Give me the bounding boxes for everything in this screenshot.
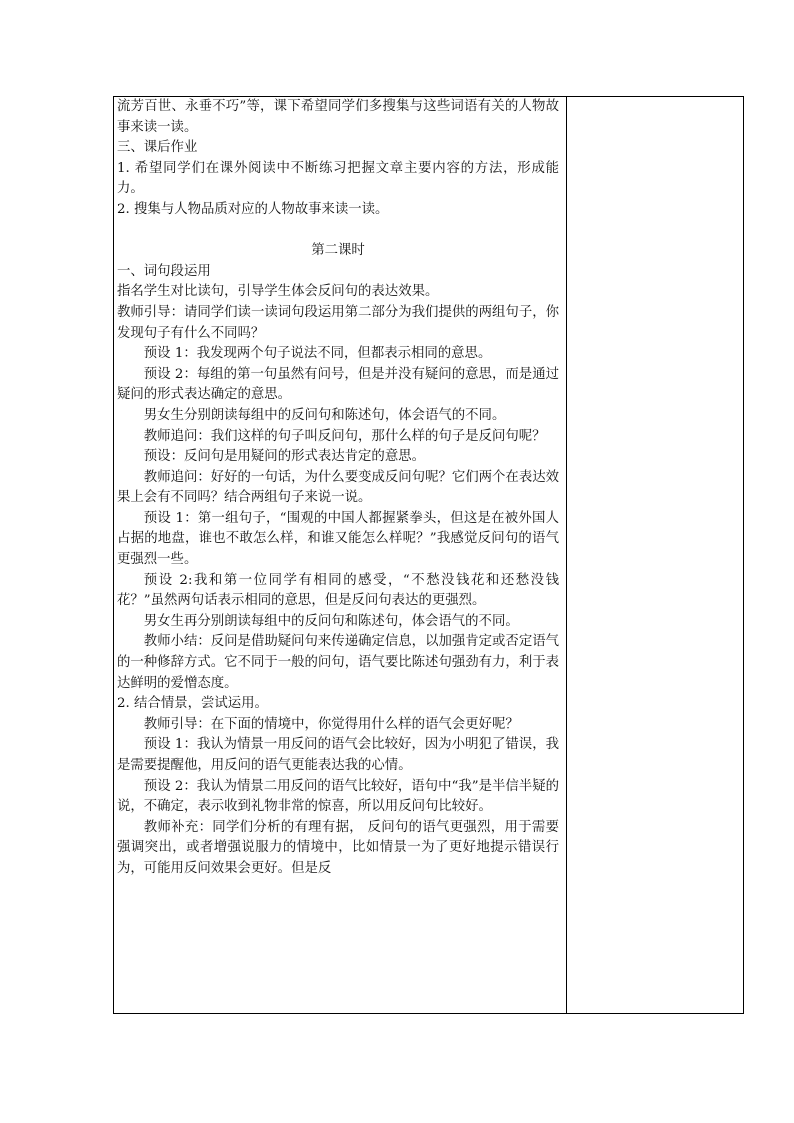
paragraph: 2. 结合情景，尝试运用。: [117, 696, 268, 712]
column-divider: [566, 97, 567, 1013]
lesson-period-title: 第二课时: [311, 243, 365, 259]
paragraph: 教师小结：反问是借助疑问句来传递确定信息，以加强肯定或否定语气的一种修辞方式。它不同于一般的问句，语气要比陈述句强劲有力，利于表达鲜明的爱憎态度。: [117, 634, 559, 691]
paragraph: 预设 1：我认为情景一用反问的语气会比较好，因为小明犯了错误，我是需要提醒他，用反问的语气更能表达我的心情。: [117, 737, 559, 773]
paragraph: 教师引导：请同学们读一读词句段运用第二部分为我们提供的两组句子，你发现句子有什么不同吗？: [117, 304, 559, 341]
paragraph: 预设 2：我认为情景二用反问的语气比较好，语句中“我”是半信半疑的说，不确定，表示收到礼物非常的惊喜，所以用反问句比较好。: [117, 778, 559, 815]
lesson-content-cell: [115, 97, 562, 880]
paragraph: 指名学生对比读句，引导学生体会反问句的表达效果。: [117, 284, 439, 300]
section-heading-homework: 三、课后作业: [117, 140, 198, 156]
paragraph: 1. 希望同学们在课外阅读中不断练习把握文章主要内容的方法，形成能力。: [117, 160, 559, 197]
paragraph: 教师引导：在下面的情境中，你觉得用什么样的语气会更好呢？: [143, 716, 519, 732]
paragraph: 预设 1：第一组句子，“围观的中国人都握紧拳头，但这是在被外国人占据的地盘，谁也不敢怎么样，和谁又能怎么样呢？”我感觉反问句的语气更强烈一些。: [117, 510, 559, 568]
paragraph: 男女生分别朗读每组中的反问句和陈述句，体会语气的不同。: [143, 407, 506, 423]
paragraph: 2. 搜集与人物品质对应的人物故事来读一读。: [117, 201, 389, 217]
section-heading-words: 一、词句段运用: [117, 263, 211, 279]
paragraph: 教师补充：同学们分析的有理有据， 反问句的语气更强烈，用于需要强调突出，或者增强说服力的情境中，比如情景一为了更好地提示错误行为，可能用反问效果会更好。但是反: [117, 819, 559, 876]
paragraph: 预设：反问句是用疑问的形式表达肯定的意思。: [143, 449, 425, 465]
paragraph: 预设 2:我和第一位同学有相同的感受，“不愁没钱花和还愁没钱花？”虽然两句话表示相同的意思，但是反问句表达的更强烈。: [117, 572, 559, 609]
lesson-plan-table: [113, 96, 744, 1014]
paragraph: 男女生再分别朗读每组中的反问句和陈述句，体会语气的不同。: [143, 613, 519, 629]
paragraph: 教师追问：好好的一句话，为什么要变成反问句呢？它们两个在表达效果上会有不同吗？结合两组句子来说一说。: [117, 469, 559, 506]
blank-line: [117, 221, 559, 242]
paragraph: 流芳百世、永垂不巧”等，课下希望同学们多搜集与这些词语有关的人物故事来读一读。: [117, 99, 559, 135]
paragraph: 教师追问：我们这样的句子叫反问句，那什么样的句子是反问句呢？: [143, 428, 546, 444]
paragraph: 预设 1：我发现两个句子说法不同，但都表示相同的意思。: [143, 346, 492, 362]
paragraph: 预设 2：每组的第一句虽然有问号，但是并没有疑问的意思，而是通过疑问的形式表达确定的意思。: [117, 366, 559, 403]
